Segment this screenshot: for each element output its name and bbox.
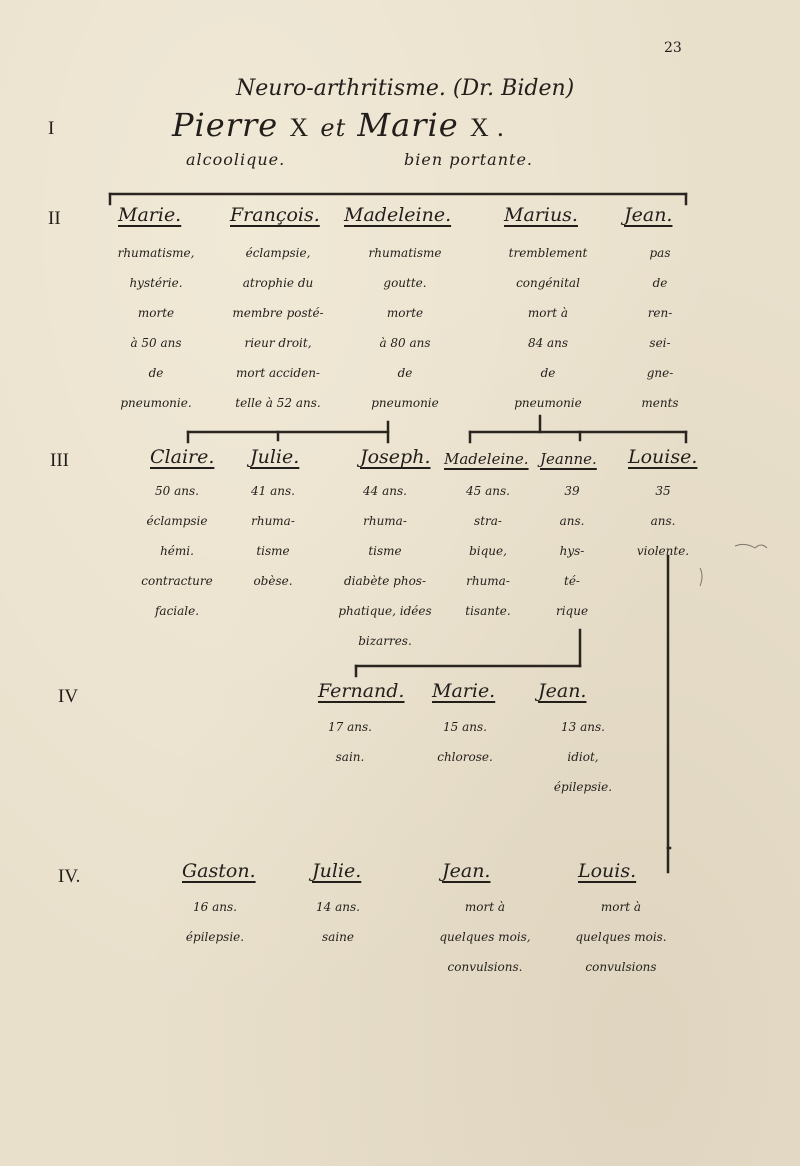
gen2-details-marius: tremblement congénital mort à 84 ans de pneumonie (508, 246, 588, 410)
gen2-details-francois: éclampsie, atrophie du membre posté- rieur droit, mort acciden- telle à 52 ans. (232, 246, 324, 410)
gen4a-name-fernand: Fernand. (318, 680, 405, 702)
generation-label-4b: IV. (58, 866, 81, 887)
gen3-name-joseph: Joseph. (360, 446, 431, 468)
gen3-details-joseph: 44 ans. rhuma- tisme diabète phos- phatique, idées bizarres. (338, 484, 432, 648)
gen2-name-marie: Marie. (118, 204, 182, 226)
gen3-details-julie: 41 ans. rhuma- tisme obèse. (251, 484, 295, 588)
gen3-name-julie: Julie. (250, 446, 300, 468)
gen2-name-madeleine: Madeleine. (344, 204, 452, 226)
generation-label-2: II (48, 208, 61, 229)
gen4b-name-jean: Jean. (442, 860, 491, 882)
gen2-details-jean: pas de ren- sei- gne- ments (641, 246, 679, 410)
generation-label-1: I (48, 118, 55, 139)
gen3-details-jeanne: 39 ans. hys- té- rique (555, 484, 589, 618)
gen2-name-marius: Marius. (504, 204, 578, 226)
gen3-details-claire: 50 ans. éclampsie hémi. contracture faciale. (141, 484, 213, 618)
mother-note: bien portante. (404, 150, 533, 169)
gen2-name-francois: François. (230, 204, 320, 226)
gen4b-details-julie: 14 ans. saine (316, 900, 360, 944)
mother-name: Marie (357, 106, 459, 144)
gen4b-name-gaston: Gaston. (182, 860, 256, 882)
gen3-name-claire: Claire. (150, 446, 215, 468)
generation-label-3: III (50, 450, 69, 471)
gen4a-details-fernand: 17 ans. sain. (328, 720, 372, 764)
page-number: 23 (664, 40, 682, 56)
gen3-details-madeleine: 45 ans. stra- bique, rhuma- tisante. (465, 484, 511, 618)
gen4b-name-julie: Julie. (312, 860, 362, 882)
gen4b-details-gaston: 16 ans. épilepsie. (185, 900, 245, 944)
gen3-name-louise: Louise. (628, 446, 698, 468)
father-name: Pierre (172, 106, 279, 144)
gen4b-details-jean: mort à quelques mois, convulsions. (439, 900, 531, 974)
generation-label-4a: IV (58, 686, 79, 707)
gen2-name-jean: Jean. (624, 204, 673, 226)
gen4b-name-louis: Louis. (578, 860, 637, 882)
gen4b-details-louis: mort à quelques mois. convulsions (575, 900, 667, 974)
gen4a-name-marie: Marie. (432, 680, 496, 702)
conjunction: et (320, 114, 347, 142)
gen2-details-marie: rhumatisme, hystérie. morte à 50 ans de pneumonie. (117, 246, 195, 410)
gen4a-details-jean: 13 ans. idiot, épilepsie. (553, 720, 613, 794)
gen3-details-louise: 35 ans. violente. (636, 484, 690, 558)
mother-surname: X . (469, 113, 505, 142)
gen3-name-jeanne: Jeanne. (540, 450, 597, 468)
page-subtitle: Neuro-arthritisme. (Dr. Biden) (236, 76, 575, 101)
father-note: alcoolique. (186, 150, 286, 169)
gen4a-name-jean: Jean. (538, 680, 587, 702)
father-surname: X (289, 113, 310, 142)
gen3-name-madeleine: Madeleine. (444, 450, 529, 468)
gen4a-details-marie: 15 ans. chlorose. (437, 720, 493, 764)
gen2-details-madeleine: rhumatisme goutte. morte à 80 ans de pneumonie (368, 246, 442, 410)
